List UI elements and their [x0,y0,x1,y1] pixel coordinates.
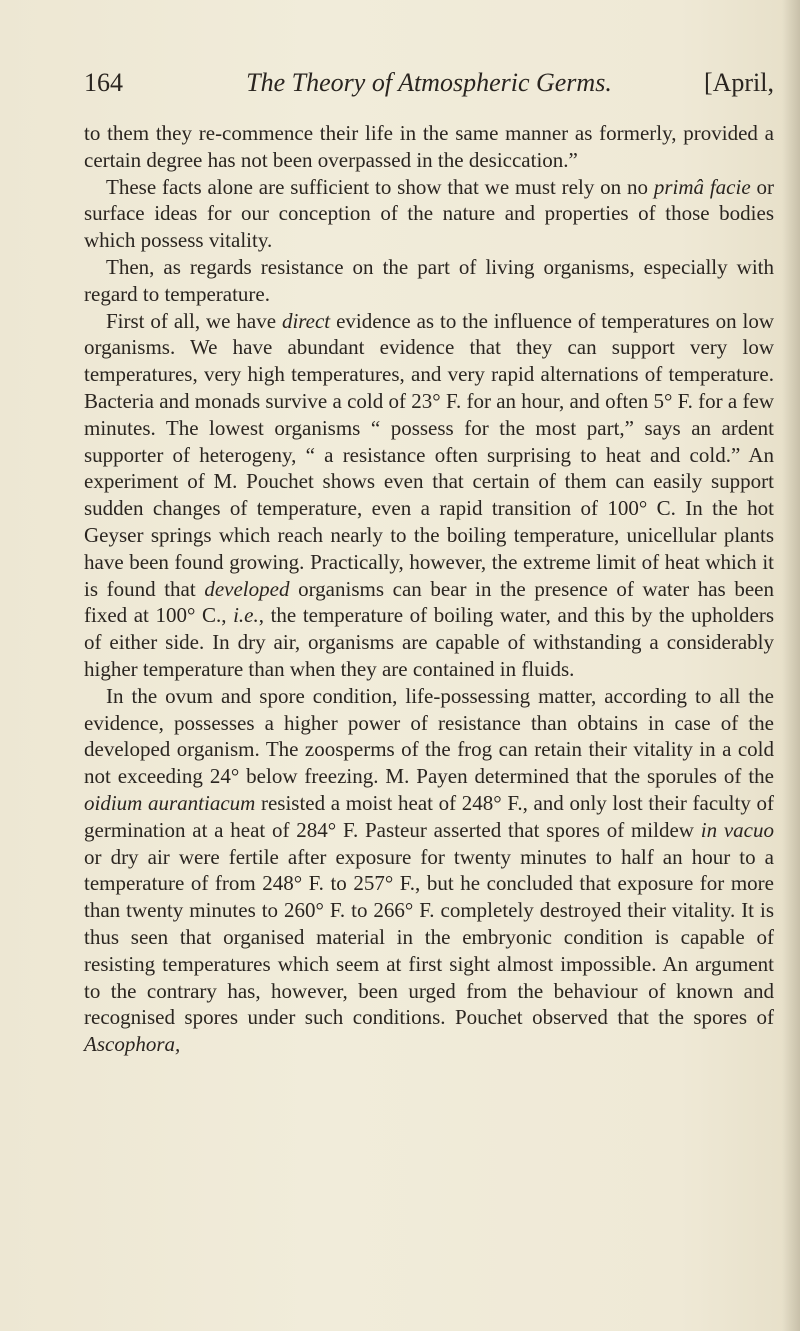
text-run: First of all, we have [106,308,282,333]
text-run: organisms can bear in the presence of water has been fixed at 100° C., [84,576,774,628]
paragraph [84,120,774,174]
paragraph [84,308,774,683]
page-edge-shadow [782,0,800,1331]
text-run: or surface ideas for our conception of the nature and properties of those bodies which possess vitality. [84,174,775,253]
text-run: , the temperature of boiling water, and this by the upholders of either side. In dry air, organisms are capable of withstanding a considerably higher temperature than when they are contained in fluids. [84,603,774,681]
paragraph [84,683,774,1058]
italic-text: oidium aurantiacum [84,790,256,815]
text-run: evidence as to the influence of temperatures on low organisms. We have abundant evidence that they can support very low temperatures, very high temperatures, and very rapid alternations of temperature. Bacteria and monads survive a cold of 23° F. for an hour, and often 5° F. for a few minutes. The lowest organisms “ possess for the most part,” says an ardent supporter of heterogeny, “ a resistance often surprising to heat and cold.” An experiment of M. Pouchet shows even that certain of them can easily support sudden changes of temperature, even a rapid transition of 100° C. In the hot Geyser springs which reach nearly to the boiling temperature, unicellular plants have been found growing. Practically, however, the extreme limit of heat which it is found that [84,308,775,601]
italic-text: developed [204,576,290,601]
italic-text: primâ facie [653,174,751,199]
text-run: or dry air were fertile after exposure for twenty minutes to half an hour to a temperature of from 248° F. to 257° F., but he concluded that exposure for more than twenty minutes to 260° F. to 266° F. completely destroyed their vitality. It is thus seen that organised material in the embryonic condition is capable of resisting temperatures which seem at first sight almost impossible. An argument to the contrary has, however, been urged from the behaviour of known and recognised spores under such conditions. Pouchet observed that the spores of [84,844,774,1030]
italic-text: i.e. [233,603,259,628]
text-run: Then, as regards resistance on the part of living organisms, especially with regard to temperature. [84,254,774,306]
italic-text: Ascophora, [84,1032,181,1057]
page-number: 164 [84,68,123,97]
text-run: resisted a moist heat of 248° F., and only lost their faculty of germination at a heat of 284° F. Pasteur asserted that spores of mildew [84,790,774,842]
italic-text: in vacuo [700,817,774,842]
issue-month: [April, [703,68,774,97]
running-header [84,68,774,108]
paragraph [84,254,774,308]
italic-text: direct [281,308,331,333]
text-run: In the ovum and spore condition, life-possessing matter, according to all the evidence, possesses a higher power of resistance than obtains in case of the developed organism. The zoosperms of the frog can retain their vitality in a cold not exceeding 24° below freezing. M. Payen determined that the sporules of the [84,683,774,789]
text-run: to them they re-commence their life in the same manner as formerly, provided a certain degree has not been overpassed in the desiccation.” [84,121,774,172]
running-title: The Theory of Atmospheric Germs. [246,68,612,97]
body-text [84,120,774,1058]
paragraph [84,174,774,254]
text-run: These facts alone are sufficient to show that we must rely on no [106,174,654,199]
